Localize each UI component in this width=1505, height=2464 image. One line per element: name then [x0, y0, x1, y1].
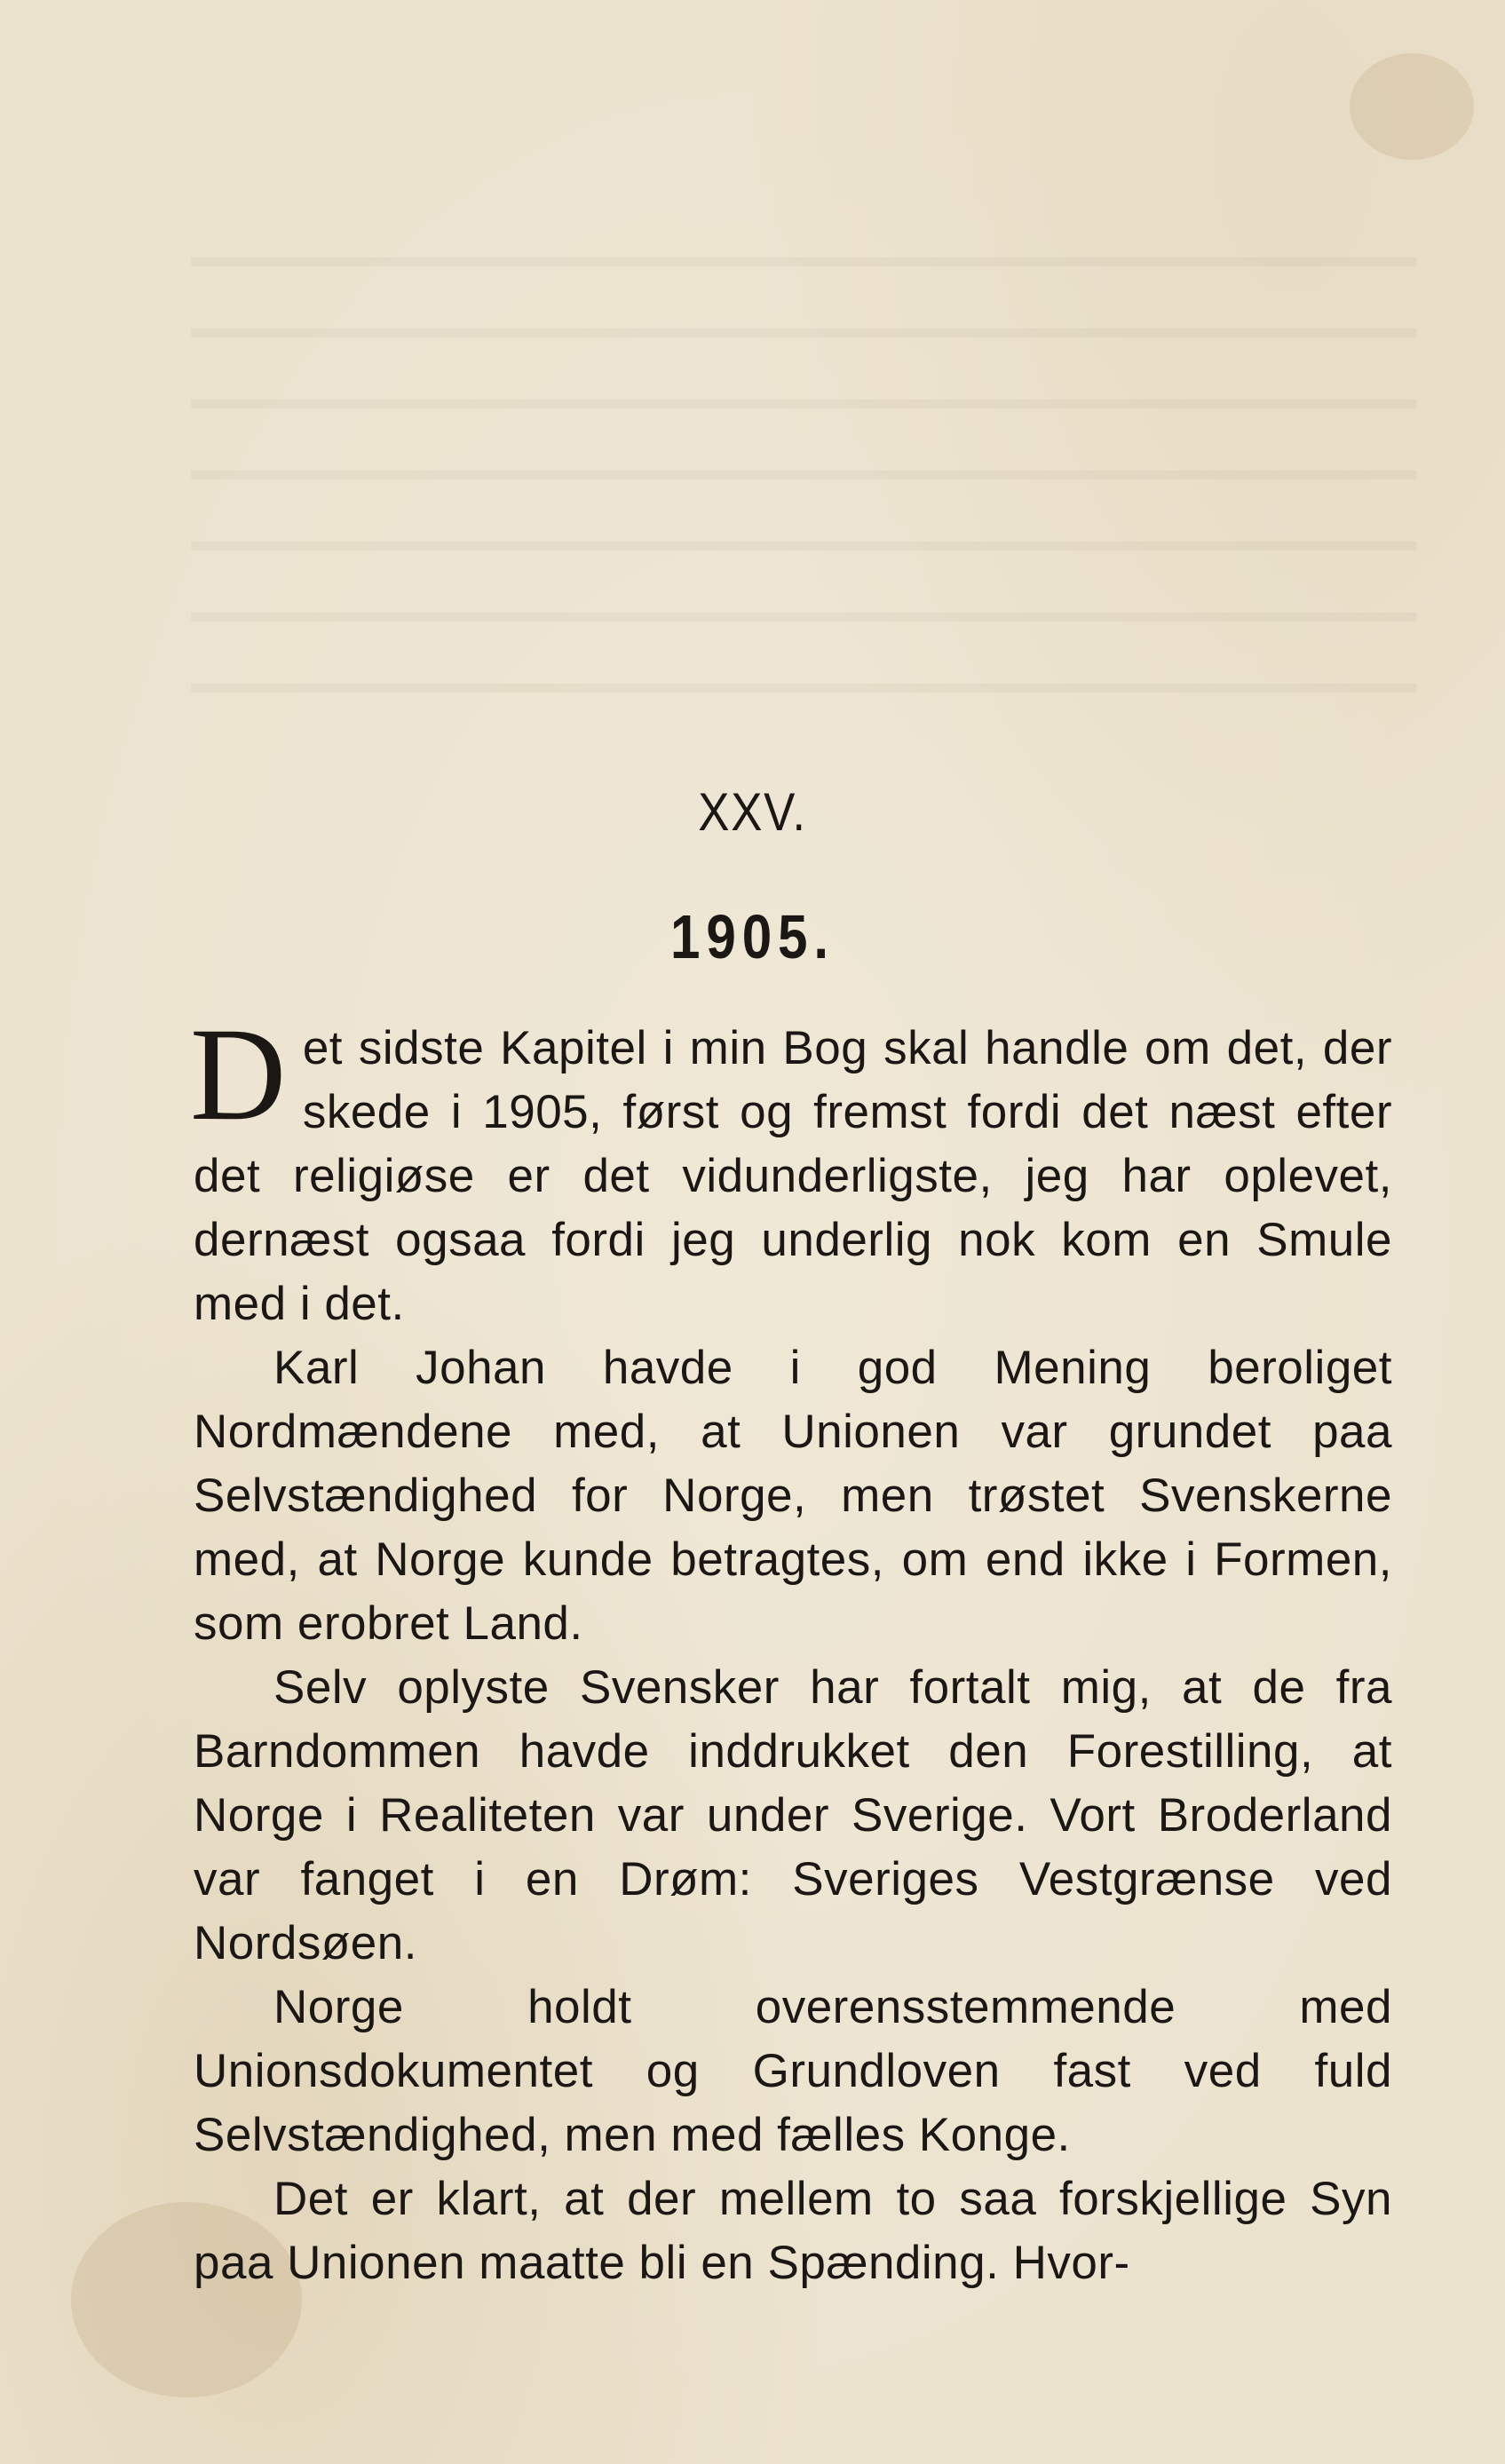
paragraph-text: Karl Johan havde i god Mening beroliget Nordmændene med, at Unionen var grundet paa Selvstændighed for Norge, men trøstet Svenskerne med, at Norge kunde betragtes, om end ikke i Formen, som erobret Land.	[194, 1342, 1392, 1650]
show-through-text	[191, 204, 1416, 701]
paragraph	[190, 1001, 1392, 1336]
paragraph	[194, 2167, 1392, 2295]
paragraph	[194, 1976, 1392, 2167]
paragraph-text: Selv oplyste Svensker har fortalt mig, at de fra Barndommen havde inddrukket den Forestilling, at Norge i Realiteten var under Sverige. Vort Broderland var fanget i en Drøm: Sveriges Vestgrænse ved Nordsøen.	[194, 1661, 1392, 1969]
paragraph	[194, 1336, 1392, 1656]
chapter-title: 1905.	[669, 902, 836, 971]
paragraph-text: Det er klart, at der mellem to saa forskjellige Syn paa Unionen maatte bli en Spænding. Hvor-	[194, 2173, 1392, 2289]
paragraph-text: et sidste Kapitel i min Bog skal handle om det, der skede i 1905, først og fremst fordi det næst efter det religiøse er det vidunderligste, jeg har oplevet, dernæst ogsaa fordi jeg underlig nok kom en Smule med i det.	[194, 1022, 1392, 1330]
paragraph-text: Norge holdt overensstemmende med Unionsdokumentet og Grundloven fast ved fuld Selvstændighed, men med fælles Konge.	[194, 1981, 1392, 2161]
chapter-number: XXV.	[698, 782, 807, 842]
paper-stain	[1350, 53, 1474, 160]
body-text	[190, 1001, 1392, 2295]
paragraph	[194, 1656, 1392, 1976]
drop-cap: D	[190, 1001, 287, 1148]
